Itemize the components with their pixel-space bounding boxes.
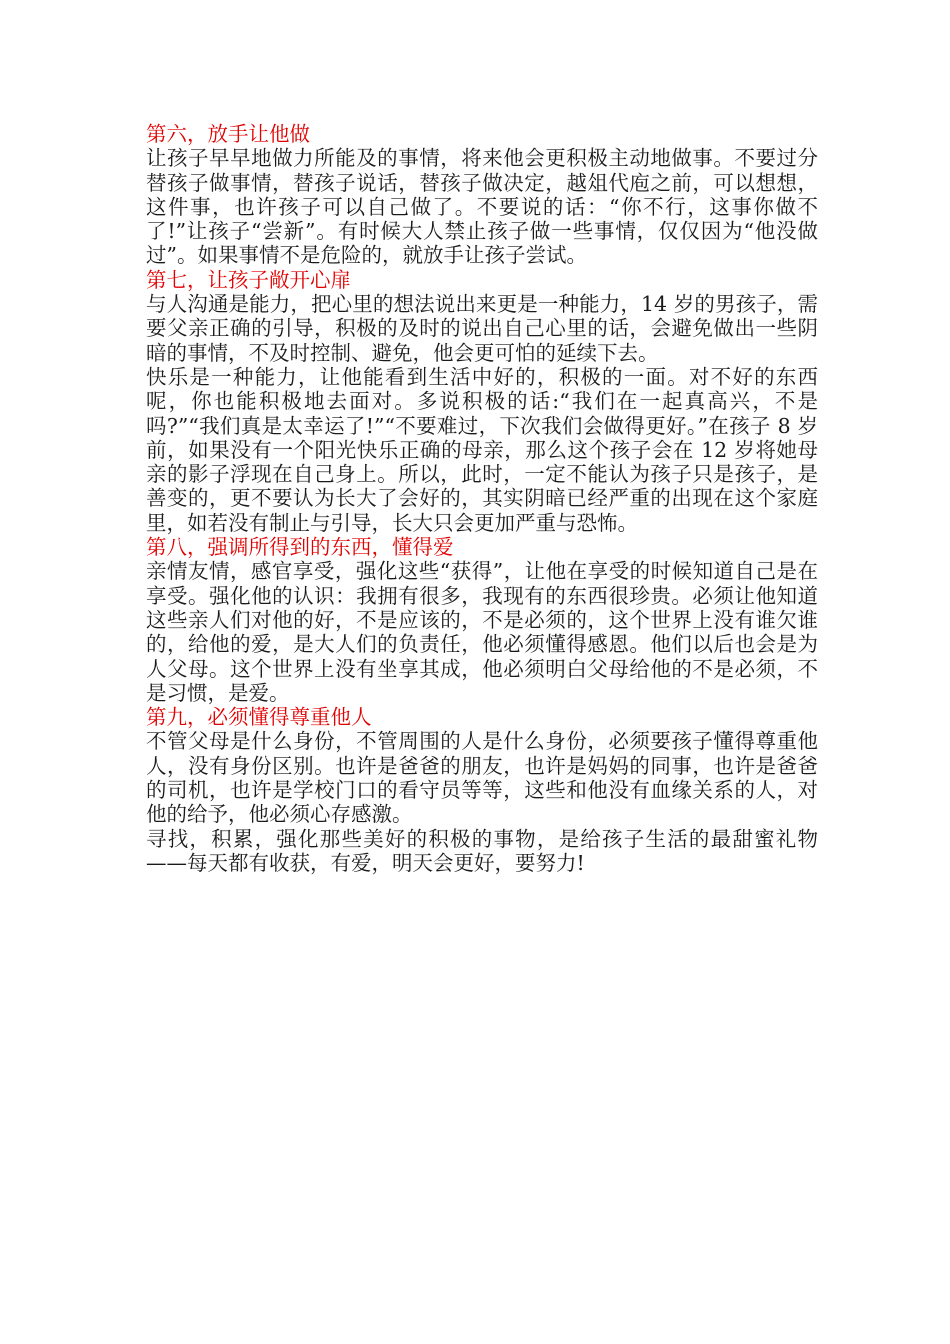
paragraph: 快乐是一种能力，让他能看到生活中好的，积极的一面。对不好的东西呢，你也能积极地去面对。多说积极的话:“我们在一起真高兴，不是吗?”“我们真是太幸运了!”“不要难过，下次我们会做得更好。”在孩子 8 岁前，如果没有一个阳光快乐正确的母亲，那么这个孩子会在 12 岁将她母亲的影子浮现在自己身上。所以，此时，一定不能认为孩子只是孩子，是善变的，更不要认为长大了会好的，其实阴暗已经严重的出现在这个家庭里，如若没有制止与引导，长大只会更加严重与恐怖。 [146, 364, 818, 535]
paragraph: 不管父母是什么身份，不管周围的人是什么身份，必须要孩子懂得尊重他人，没有身份区别。也许是爸爸的朋友，也许是妈妈的同事，也许是爸爸的司机，也许是学校门口的看守员等等，这些和他没有血缘关系的人，对他的给予，他必须心存感激。 [146, 729, 818, 827]
document-page [146, 122, 818, 875]
paragraph: 让孩子早早地做力所能及的事情，将来他会更积极主动地做事。不要过分替孩子做事情，替孩子说话，替孩子做决定，越俎代庖之前，可以想想，这件事，也许孩子可以自己做了。不要说的话：“你不行，这事你做不了!”让孩子“尝新”。有时候大人禁止孩子做一些事情，仅仅因为“他没做过”。如果事情不是危险的，就放手让孩子尝试。 [146, 146, 818, 268]
section-7 [146, 268, 818, 535]
section-6 [146, 122, 818, 268]
paragraph: 寻找，积累，强化那些美好的积极的事物，是给孩子生活的最甜蜜礼物——每天都有收获，有爱，明天会更好，要努力! [146, 826, 818, 875]
section-heading: 第九，必须懂得尊重他人 [146, 705, 372, 730]
section-9 [146, 705, 818, 875]
section-heading: 第六，放手让他做 [146, 122, 310, 146]
paragraph: 亲情友情，感官享受，强化这些“获得”，让他在享受的时候知道自己是在享受。强化他的认识：我拥有很多，我现有的东西很珍贵。必须让他知道这些亲人们对他的好，不是应该的，不是必须的，这个世界上没有谁欠谁的，给他的爱，是大人们的负责任，他必须懂得感恩。他们以后也会是为人父母。这个世界上没有坐享其成，他必须明白父母给他的不是必须，不是习惯，是爱。 [146, 559, 818, 705]
paragraph: 与人沟通是能力，把心里的想法说出来更是一种能力，14 岁的男孩子，需要父亲正确的引导，积极的及时的说出自己心里的话，会避免做出一些阴暗的事情，不及时控制、避免，他会更可怕的延续下去。 [146, 292, 818, 365]
section-heading: 第七，让孩子敞开心扉 [146, 267, 351, 292]
section-heading: 第八，强调所得到的东西，懂得爱 [146, 535, 454, 560]
section-8 [146, 535, 818, 705]
